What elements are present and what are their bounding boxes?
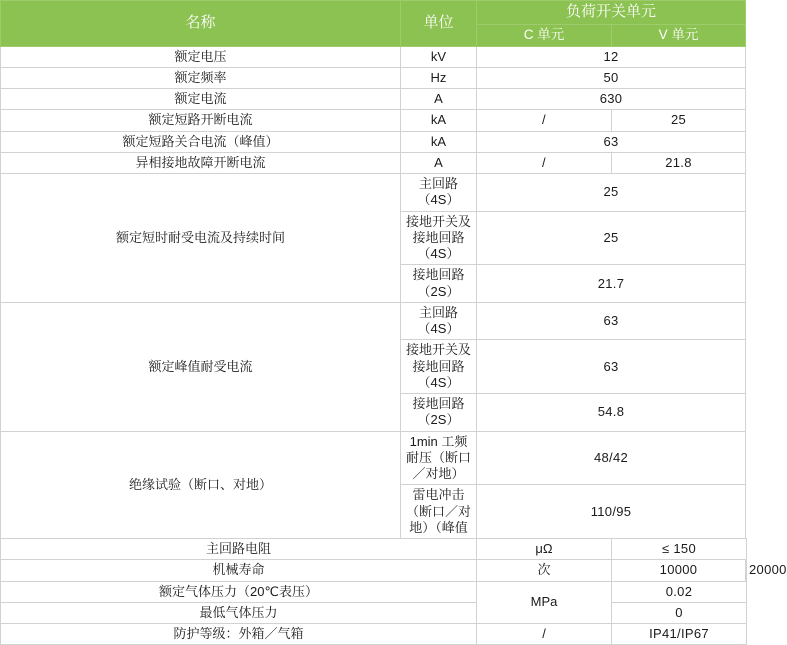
row-unit: 次 <box>477 560 612 581</box>
row-unit: kA <box>401 131 477 152</box>
row-unit: kV <box>401 46 477 67</box>
row-group-label: 额定峰值耐受电流 <box>1 302 401 431</box>
header-group: 负荷开关单元 <box>477 1 746 25</box>
row-name: 机械寿命 <box>1 560 477 581</box>
table-row <box>1 110 747 131</box>
table-header <box>1 1 747 47</box>
table-row <box>1 152 747 173</box>
row-subname: 主回路（4S） <box>401 174 477 212</box>
row-name: 额定气体压力（20℃表压） <box>1 581 477 602</box>
table-row <box>1 539 747 560</box>
table-row <box>1 431 747 485</box>
row-unit: A <box>401 152 477 173</box>
table-row <box>1 624 747 645</box>
row-value-v: 20000 <box>749 562 787 578</box>
row-value: 25 <box>477 211 746 265</box>
row-value: 110/95 <box>477 485 746 539</box>
row-value: 25 <box>477 174 746 212</box>
row-value-v: 21.8 <box>612 152 746 173</box>
row-value-c: / <box>477 152 612 173</box>
row-name: 额定短路关合电流（峰值） <box>1 131 401 152</box>
row-value: 63 <box>477 302 746 340</box>
row-value: 54.8 <box>477 394 746 432</box>
row-unit: Hz <box>401 67 477 88</box>
row-unit: MPa <box>477 581 612 624</box>
row-subname: 雷电冲击（断口／对地）（峰值 <box>401 485 477 539</box>
row-subname: 主回路（4S） <box>401 302 477 340</box>
row-name: 防护等级：外箱／气箱 <box>1 624 477 645</box>
row-subname: 1min 工频耐压（断口／对地） <box>401 431 477 485</box>
header-unit: 单位 <box>401 1 477 47</box>
row-value: 50 <box>477 67 746 88</box>
row-subname: 接地开关及接地回路（4S） <box>401 340 477 394</box>
row-value: 630 <box>477 89 746 110</box>
row-value-c: 10000 <box>612 560 746 581</box>
table-row <box>1 89 747 110</box>
header-col-v: V 单元 <box>612 24 746 46</box>
row-value: 63 <box>477 131 746 152</box>
header-col-c: C 单元 <box>477 24 612 46</box>
row-subname: 接地回路（2S） <box>401 394 477 432</box>
table-row <box>1 174 747 212</box>
table-row <box>1 302 747 340</box>
table-row <box>1 131 747 152</box>
table-header-row-1 <box>1 1 747 25</box>
row-unit: / <box>477 624 612 645</box>
row-name: 最低气体压力 <box>1 602 477 623</box>
row-name: 额定电压 <box>1 46 401 67</box>
table-body <box>1 46 787 645</box>
row-subname: 接地开关及接地回路（4S） <box>401 211 477 265</box>
header-name: 名称 <box>1 1 401 47</box>
row-unit: μΩ <box>477 539 612 560</box>
row-name: 额定短路开断电流 <box>1 110 401 131</box>
row-name: 异相接地故障开断电流 <box>1 152 401 173</box>
row-group-label: 绝缘试验（断口、对地） <box>1 431 401 539</box>
row-value-v: 25 <box>612 110 746 131</box>
row-value: 48/42 <box>477 431 746 485</box>
row-name: 额定电流 <box>1 89 401 110</box>
row-group-label: 额定短时耐受电流及持续时间 <box>1 174 401 303</box>
row-unit: kA <box>401 110 477 131</box>
table-row <box>1 46 747 67</box>
row-value: 21.7 <box>477 265 746 303</box>
table-row <box>1 581 747 602</box>
row-value: IP41/IP67 <box>612 624 747 645</box>
row-value: 0 <box>612 602 747 623</box>
table-row <box>1 560 747 581</box>
table-row <box>1 67 747 88</box>
row-value: 12 <box>477 46 746 67</box>
row-name: 主回路电阻 <box>1 539 477 560</box>
row-value: ≤ 150 <box>612 539 747 560</box>
row-unit: A <box>401 89 477 110</box>
row-value: 0.02 <box>612 581 747 602</box>
table-row <box>1 602 747 623</box>
row-value: 63 <box>477 340 746 394</box>
row-value-c: / <box>477 110 612 131</box>
row-name: 额定频率 <box>1 67 401 88</box>
row-subname: 接地回路（2S） <box>401 265 477 303</box>
